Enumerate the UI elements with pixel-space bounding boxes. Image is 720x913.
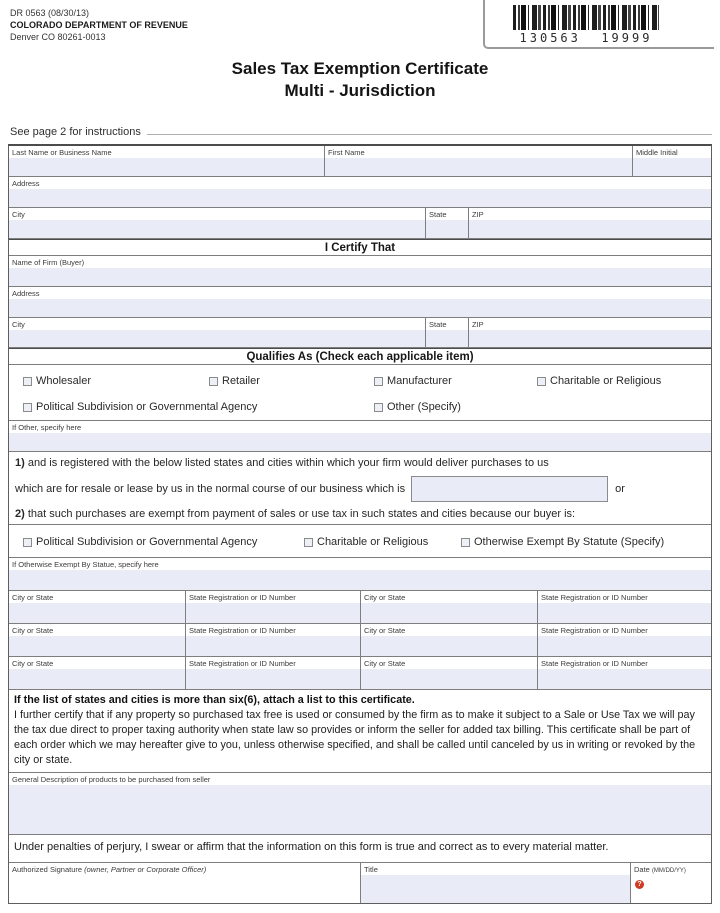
statement-1b bbox=[15, 476, 705, 502]
barcode-number: 130563 19999 bbox=[519, 31, 653, 45]
statement-1 bbox=[15, 457, 705, 469]
reg-city-label: City or State bbox=[9, 657, 185, 669]
firm-label: Name of Firm (Buyer) bbox=[9, 256, 711, 268]
reg-city-cell bbox=[361, 657, 538, 689]
checkbox-item-retailer[interactable] bbox=[209, 375, 260, 387]
exempt-checkbox-area bbox=[9, 525, 711, 558]
description-input[interactable] bbox=[9, 785, 711, 834]
firm-address-label: Address bbox=[9, 287, 711, 299]
form-title bbox=[0, 58, 720, 102]
form-number: DR 0563 (08/30/13) bbox=[10, 8, 90, 18]
last-name-input[interactable] bbox=[9, 158, 324, 176]
signature-row bbox=[9, 863, 711, 903]
reg-id-cell bbox=[186, 591, 361, 623]
reg-id-label: State Registration or ID Number bbox=[186, 624, 360, 636]
reg-city-cell bbox=[9, 624, 186, 656]
middle-initial-label: Middle Initial bbox=[633, 146, 711, 158]
reg-city-label: City or State bbox=[9, 591, 185, 603]
state-label: State bbox=[426, 208, 468, 220]
reg-city-cell bbox=[9, 591, 186, 623]
title-cell bbox=[361, 863, 631, 903]
identity-address-row bbox=[9, 177, 711, 208]
checkbox-item-charitable[interactable] bbox=[537, 375, 661, 387]
certification-body: I further certify that if any property so purchased tax free is used or consumed by the firm as to make it subject to a Sale or Use Tax we will pay the tax due direct to proper taxing authority when state law so provides or inform the seller for added tax billing. This certificate shall be part of each order which we may hereafter give to you, unless otherwise specified, and shall be called until canceled by us in writing or revoked by the city or state. bbox=[14, 709, 696, 766]
statement-1-number: 1) bbox=[15, 457, 25, 469]
statement-1b-text: which are for resale or lease by us in the normal course of our business which is bbox=[15, 483, 406, 495]
reg-id-cell bbox=[538, 657, 711, 689]
statement-1b-or: or bbox=[615, 483, 625, 495]
firm-row bbox=[9, 256, 711, 287]
reg-id-cell bbox=[186, 657, 361, 689]
state-input[interactable] bbox=[426, 220, 468, 238]
signature-label-main: Authorized Signature bbox=[12, 865, 83, 874]
checkbox-item-exempt-otherwise[interactable] bbox=[461, 536, 664, 548]
reg-city-label: City or State bbox=[9, 624, 185, 636]
reg-id-cell bbox=[186, 624, 361, 656]
wholesaler-label: Wholesaler bbox=[36, 375, 92, 387]
checkbox-item-wholesaler[interactable] bbox=[23, 375, 91, 387]
top-rule bbox=[147, 134, 712, 135]
title-label: Title bbox=[361, 863, 630, 875]
description-label: General Description of products to be purchased from seller bbox=[9, 773, 711, 785]
exempt-otherwise-label: Otherwise Exempt By Statute (Specify) bbox=[474, 536, 665, 548]
firm-city-row bbox=[9, 318, 711, 348]
wholesaler-checkbox[interactable] bbox=[23, 377, 32, 386]
zip-cell bbox=[469, 208, 711, 238]
city-input[interactable] bbox=[9, 220, 425, 238]
reg-city-input[interactable] bbox=[361, 636, 537, 656]
state-cell bbox=[426, 208, 469, 238]
qualifies-checkbox-area bbox=[9, 365, 711, 421]
statement-2-text: that such purchases are exempt from payment of sales or use tax in such states and cities because our buyer is: bbox=[27, 508, 576, 520]
checkbox-item-exempt-charitable[interactable] bbox=[304, 536, 428, 548]
retailer-checkbox[interactable] bbox=[209, 377, 218, 386]
barcode-icon bbox=[513, 5, 659, 30]
firm-cell bbox=[9, 256, 711, 286]
firm-zip-input[interactable] bbox=[469, 330, 711, 347]
reg-city-label: City or State bbox=[361, 657, 537, 669]
otherwise-exempt-cell bbox=[9, 558, 711, 590]
signature-cell bbox=[9, 863, 361, 903]
date-format-hint: (MM/DD/YY) bbox=[651, 868, 686, 874]
firm-address-row bbox=[9, 287, 711, 318]
first-name-label: First Name bbox=[325, 146, 632, 158]
statement-2-number: 2) bbox=[15, 508, 25, 520]
address-cell bbox=[9, 177, 711, 207]
reg-id-label: State Registration or ID Number bbox=[538, 657, 711, 669]
other-checkbox[interactable] bbox=[374, 403, 383, 412]
qualifies-section-header: Qualifies As (Check each applicable item) bbox=[9, 348, 711, 365]
checkbox-item-manufacturer[interactable] bbox=[374, 375, 452, 387]
reg-id-label: State Registration or ID Number bbox=[186, 591, 360, 603]
city-cell bbox=[9, 208, 426, 238]
if-other-input[interactable] bbox=[9, 433, 711, 451]
exempt-political-checkbox[interactable] bbox=[23, 538, 32, 547]
reg-id-input[interactable] bbox=[186, 603, 360, 623]
reg-id-input[interactable] bbox=[538, 603, 711, 623]
reg-city-input[interactable] bbox=[361, 669, 537, 689]
date-label bbox=[631, 863, 711, 877]
manufacturer-label: Manufacturer bbox=[387, 375, 452, 387]
firm-zip-label: ZIP bbox=[469, 318, 711, 330]
if-other-row bbox=[9, 421, 711, 452]
registration-row-3 bbox=[9, 657, 711, 690]
reg-id-cell bbox=[538, 591, 711, 623]
form-title-line2: Multi - Jurisdiction bbox=[284, 81, 436, 100]
reg-city-input[interactable] bbox=[9, 603, 185, 623]
statement-2 bbox=[15, 508, 705, 520]
reg-id-label: State Registration or ID Number bbox=[538, 591, 711, 603]
description-cell bbox=[9, 773, 711, 834]
address-label: Address bbox=[9, 177, 711, 189]
statements-block bbox=[9, 452, 711, 525]
signature-label bbox=[9, 863, 360, 875]
exempt-charitable-checkbox[interactable] bbox=[304, 538, 313, 547]
reg-city-cell bbox=[361, 591, 538, 623]
reg-id-label: State Registration or ID Number bbox=[186, 657, 360, 669]
statement-1-text: and is registered with the below listed states and cities within which your firm would deliver purchases to us bbox=[27, 457, 549, 469]
reg-city-label: City or State bbox=[361, 591, 537, 603]
firm-state-label: State bbox=[426, 318, 468, 330]
reg-city-cell bbox=[361, 624, 538, 656]
certification-paragraph bbox=[9, 690, 711, 773]
city-label: City bbox=[9, 208, 425, 220]
reg-id-label: State Registration or ID Number bbox=[538, 624, 711, 636]
other-label: Other (Specify) bbox=[387, 401, 461, 413]
barcode-block bbox=[512, 5, 660, 45]
firm-address-cell bbox=[9, 287, 711, 317]
firm-state-input[interactable] bbox=[426, 330, 468, 347]
firm-city-label: City bbox=[9, 318, 425, 330]
political-subdivision-label: Political Subdivision or Governmental Agency bbox=[36, 401, 258, 413]
form-title-line1: Sales Tax Exemption Certificate bbox=[231, 59, 489, 78]
required-indicator-icon: ? bbox=[635, 880, 644, 889]
exempt-political-label: Political Subdivision or Governmental Agency bbox=[36, 536, 258, 548]
charitable-label: Charitable or Religious bbox=[550, 375, 662, 387]
signature-input[interactable] bbox=[9, 875, 360, 903]
if-other-label: If Other, specify here bbox=[9, 421, 711, 433]
title-input[interactable] bbox=[361, 875, 630, 903]
firm-address-input[interactable] bbox=[9, 299, 711, 317]
checkbox-item-exempt-political[interactable] bbox=[23, 536, 257, 548]
firm-zip-cell bbox=[469, 318, 711, 347]
date-cell bbox=[631, 863, 711, 903]
department-address: Denver CO 80261-0013 bbox=[10, 32, 106, 42]
last-name-label: Last Name or Business Name bbox=[9, 146, 324, 158]
reg-id-input[interactable] bbox=[538, 669, 711, 689]
firm-input[interactable] bbox=[9, 268, 711, 286]
otherwise-exempt-row bbox=[9, 558, 711, 591]
form-body bbox=[8, 144, 712, 904]
reg-id-input[interactable] bbox=[186, 669, 360, 689]
certify-section-header: I Certify That bbox=[9, 239, 711, 256]
date-label-main: Date bbox=[634, 865, 650, 874]
otherwise-exempt-input[interactable] bbox=[9, 570, 711, 590]
reg-city-input[interactable] bbox=[9, 636, 185, 656]
reg-city-input[interactable] bbox=[361, 603, 537, 623]
middle-initial-input[interactable] bbox=[633, 158, 711, 176]
otherwise-exempt-label: If Otherwise Exempt By Statue, specify here bbox=[9, 558, 711, 570]
zip-label: ZIP bbox=[469, 208, 711, 220]
checkbox-item-other[interactable] bbox=[374, 401, 461, 413]
retailer-label: Retailer bbox=[222, 375, 260, 387]
business-type-input[interactable] bbox=[411, 476, 608, 502]
certification-bold-line: If the list of states and cities is more than six(6), attach a list to this certificate. bbox=[14, 694, 415, 706]
reg-city-cell bbox=[9, 657, 186, 689]
political-subdivision-checkbox[interactable] bbox=[23, 403, 32, 412]
exempt-charitable-label: Charitable or Religious bbox=[317, 536, 429, 548]
instructions-note-row bbox=[10, 126, 712, 138]
if-other-cell bbox=[9, 421, 711, 451]
identity-name-row bbox=[9, 146, 711, 177]
reg-id-input[interactable] bbox=[186, 636, 360, 656]
department-name: COLORADO DEPARTMENT OF REVENUE bbox=[10, 20, 188, 30]
registration-row-1 bbox=[9, 591, 711, 624]
signature-label-sub: (owner, Partner or Corporate Officer) bbox=[84, 865, 207, 874]
identity-city-row bbox=[9, 208, 711, 239]
middle-initial-cell bbox=[633, 146, 711, 176]
charitable-checkbox[interactable] bbox=[537, 377, 546, 386]
address-input[interactable] bbox=[9, 189, 711, 207]
exempt-otherwise-checkbox[interactable] bbox=[461, 538, 470, 547]
manufacturer-checkbox[interactable] bbox=[374, 377, 383, 386]
reg-city-input[interactable] bbox=[9, 669, 185, 689]
checkbox-item-political-subdivision[interactable] bbox=[23, 401, 257, 413]
form-header-block bbox=[10, 7, 188, 43]
zip-input[interactable] bbox=[469, 220, 711, 238]
reg-id-input[interactable] bbox=[538, 636, 711, 656]
perjury-statement: Under penalties of perjury, I swear or affirm that the information on this form is true and correct as to every material matter. bbox=[9, 835, 711, 863]
firm-city-input[interactable] bbox=[9, 330, 425, 347]
last-name-cell bbox=[9, 146, 325, 176]
first-name-input[interactable] bbox=[325, 158, 632, 176]
first-name-cell bbox=[325, 146, 633, 176]
firm-city-cell bbox=[9, 318, 426, 347]
reg-city-label: City or State bbox=[361, 624, 537, 636]
registration-row-2 bbox=[9, 624, 711, 657]
reg-id-cell bbox=[538, 624, 711, 656]
instructions-note: See page 2 for instructions bbox=[10, 126, 141, 138]
firm-state-cell bbox=[426, 318, 469, 347]
description-row bbox=[9, 773, 711, 835]
